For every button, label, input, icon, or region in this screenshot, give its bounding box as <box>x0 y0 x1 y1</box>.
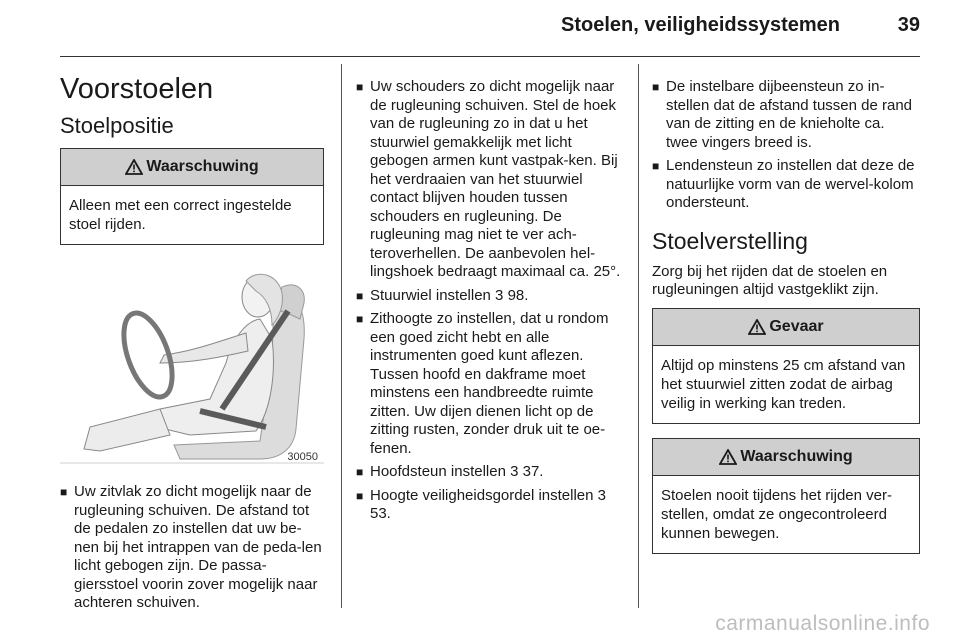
warning-box <box>652 438 920 554</box>
list-item: ■ Hoogte veiligheidsgordel instellen 3 53. <box>356 486 606 522</box>
warning-triangle-icon <box>719 449 737 465</box>
bullet-square-icon: ■ <box>356 312 364 326</box>
list-item: ■ Lendensteun zo instellen dat deze de natuurlijke vorm van de wervel-kolom ondersteunt. <box>652 157 915 211</box>
bullet-list <box>652 78 920 213</box>
bullet-square-icon: ■ <box>60 485 68 499</box>
bullet-square-icon: ■ <box>356 288 364 303</box>
warning-box <box>60 148 324 245</box>
danger-header <box>653 309 919 346</box>
danger-box <box>652 308 920 424</box>
warning-header <box>61 149 323 186</box>
bullet-square-icon: ■ <box>356 488 364 503</box>
column-2 <box>356 78 624 529</box>
warning-header <box>653 439 919 476</box>
bullet-square-icon: ■ <box>652 159 660 173</box>
warning-label: Waarschuwing <box>146 158 259 175</box>
bullet-square-icon: ■ <box>356 80 364 94</box>
page-header <box>60 0 920 52</box>
warning-text: Stoelen nooit tijdens het rijden ver-stellen, omdat ze ongecontroleerd kunnen bewegen. <box>661 486 892 542</box>
page-number: 39 <box>897 14 920 36</box>
warning-triangle-icon <box>125 159 143 175</box>
danger-text: Altijd op minstens 25 cm afstand van het stuurwiel zitten zodat de airbag veilig in werking kan treden. <box>661 356 906 412</box>
list-item: ■ Uw zitvlak zo dicht mogelijk naar de rugleuning schuiven. De afstand tot de pedalen zo instellen dat uw be-nen bij het intrappen van de peda-len licht gebogen zijn. De passa-giersstoel voorin zover mogelijk naar achteren schuiven. <box>60 483 322 611</box>
header-divider <box>60 56 920 57</box>
seating-position-illustration <box>60 259 324 469</box>
column-3 <box>652 78 920 568</box>
column-divider <box>638 64 639 608</box>
column-1 <box>60 72 324 618</box>
list-item: ■ Uw schouders zo dicht mogelijk naar de rugleuning schuiven. Stel de hoek van de rugleuning zo in dat u het stuurwiel gemakkelijk met licht gebogen armen kunt vastpak-ken. Bij het verdraaien van het stuurwiel contact blijven houden tussen schouders en rugleuning. De rugleuning mag niet te ver ach-teroverhellen. De aanbevolen hel-lingshoek bedraagt maximaal ca. 25°. <box>356 78 621 280</box>
header-title: Stoelen, veiligheidssystemen <box>561 14 840 36</box>
section-title: Voorstoelen <box>60 73 214 105</box>
warning-triangle-icon <box>748 319 766 335</box>
bullet-square-icon: ■ <box>652 80 660 94</box>
section-title: Stoelverstelling <box>652 227 808 254</box>
list-item: ■ Stuurwiel instellen 3 98. <box>356 286 529 304</box>
driver-seat-illustration <box>60 259 324 469</box>
warning-label: Waarschuwing <box>740 447 853 465</box>
subsection-title: Stoelpositie <box>60 113 174 138</box>
bullet-list <box>356 78 624 524</box>
column-divider <box>341 64 342 608</box>
warning-text: Alleen met een correct ingestelde stoel rijden. <box>69 197 292 233</box>
list-item: ■ De instelbare dijbeensteun zo in-stellen dat de afstand tussen de rand van de zitting en de knieholte ca. twee vingers breed is. <box>652 78 913 151</box>
bullet-square-icon: ■ <box>356 465 364 479</box>
list-item: ■ Zithoogte zo instellen, dat u rondom een goed zicht hebt en alle instrumenten goed kunt aflezen. Tussen hoofd en dakframe moet minstens een handbreedte ruimte zitten. Uw dijen dienen licht op de zitting rusten, zonder druk uit te oe-fenen. <box>356 310 609 457</box>
bullet-list <box>60 483 324 613</box>
intro-text: Zorg bij het rijden dat de stoelen en rugleuningen altijd vastgeklikt zijn. <box>652 262 888 298</box>
watermark: carmanualsonline.info <box>715 612 930 635</box>
danger-label: Gevaar <box>769 317 824 335</box>
list-item: ■ Hoofdsteun instellen 3 37. <box>356 463 544 480</box>
figure-number: 30050 <box>287 451 318 463</box>
